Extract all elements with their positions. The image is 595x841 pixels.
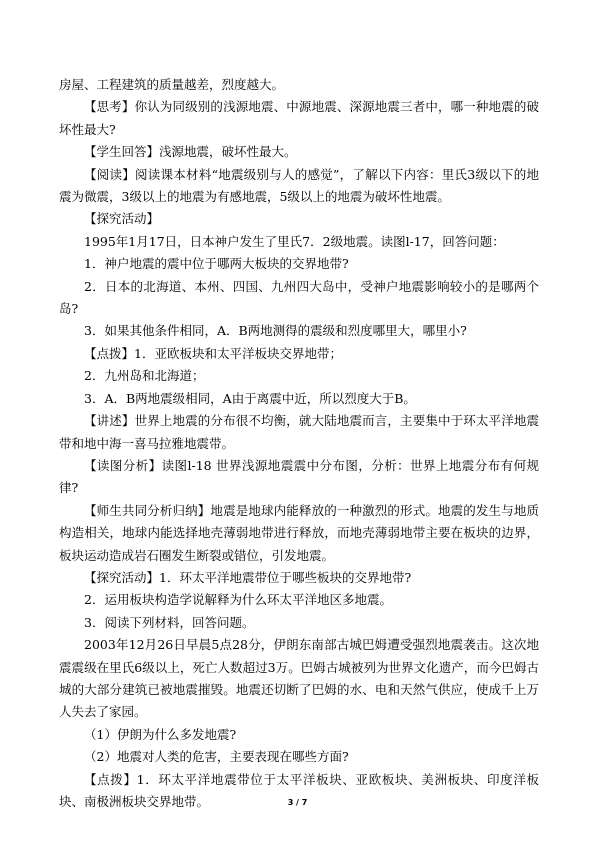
paragraph: 房屋、工程建筑的质量越差，烈度越大。 (59, 77, 285, 92)
page-number: 3 / 7 (287, 798, 308, 807)
paragraph: 3．A．B两地震级相同，A由于离震中近，所以烈度大于B。 (84, 390, 416, 406)
paragraph: 3．如果其他条件相同，A．B两地测得的震级和烈度哪里大，哪里小? (84, 323, 467, 339)
paragraph: 1995年1月17日，日本神户发生了里氏7．2级地震。读图l-17，回答问题： (84, 233, 505, 249)
paragraph: 【思考】你认为同级别的浅源地震、中源地震、深源地震三者中，哪一种地震的破坏性最大? (59, 99, 539, 137)
body-text (59, 74, 539, 813)
paragraph: 2．九州岛和北海道； (84, 368, 205, 384)
paragraph: 【探究活动】 (84, 211, 160, 227)
paragraph: 【点拨】1．环太平洋地震带位于太平洋板块、亚欧板块、美洲板块、印度洋板块、南极洲板块交界地带。 (59, 771, 539, 809)
paragraph: （1）伊朗为什么多发地震? (84, 726, 237, 742)
paragraph: 【阅读】阅读课本材料“地震级别与人的感觉”，了解以下内容：里氏3级以下的地震为微震，3级以上的地震为有感地震，5级以上的地震为破坏性地震。 (59, 166, 539, 205)
paragraph: （2）地震对人类的危害，主要表现在哪些方面? (84, 749, 349, 765)
paragraph: 【师生共同分析归纳】地震是地球内能释放的一种激烈的形式。地震的发生与地质构造相关，地球内能选择地壳薄弱地带进行释放，而地壳薄弱地带主要在板块的边界，板块运动造成岩石圈发生断裂或错位，引发地震。 (59, 502, 539, 563)
paragraph: 【点拨】1．亚欧板块和太平洋板块交界地带； (84, 345, 342, 361)
paragraph: 2．日本的北海道、本州、四国、九州四大岛中，受神户地震影响较小的是哪两个岛? (59, 278, 539, 317)
paragraph: 2003年12月26日早晨5点28分，伊朗东南部古城巴姆遭受强烈地震袭击。这次地震震级在里氏6级以上，死亡人数超过3万。巴姆古城被列为世界文化遗产，而今巴姆古城的大部分建筑已被地震摧毁。地震还切断了巴姆的水、电和天然气供应，使成千上万人失去了家园。 (59, 637, 539, 720)
paragraph: 【探究活动】1．环太平洋地震带位于哪些板块的交界地带? (84, 569, 412, 585)
paragraph: 【读图分析】读图l-18 世界浅源地震震中分布图，分析：世界上地震分布有何规律? (59, 457, 539, 496)
paragraph: 【学生回答】浅源地震，破坏性最大。 (84, 144, 297, 160)
paragraph: 【讲述】世界上地震的分布很不均衡，就大陆地震而言，主要集中于环太平洋地震带和地中海一喜马拉雅地震带。 (59, 413, 539, 451)
paragraph: 1．神户地震的震中位于哪两大板块的交界地带? (84, 256, 349, 272)
paragraph: 2．运用板块构造学说解释为什么环太平洋地区多地震。 (84, 592, 392, 608)
paragraph: 3．阅读下列材料，回答问题。 (84, 614, 255, 630)
